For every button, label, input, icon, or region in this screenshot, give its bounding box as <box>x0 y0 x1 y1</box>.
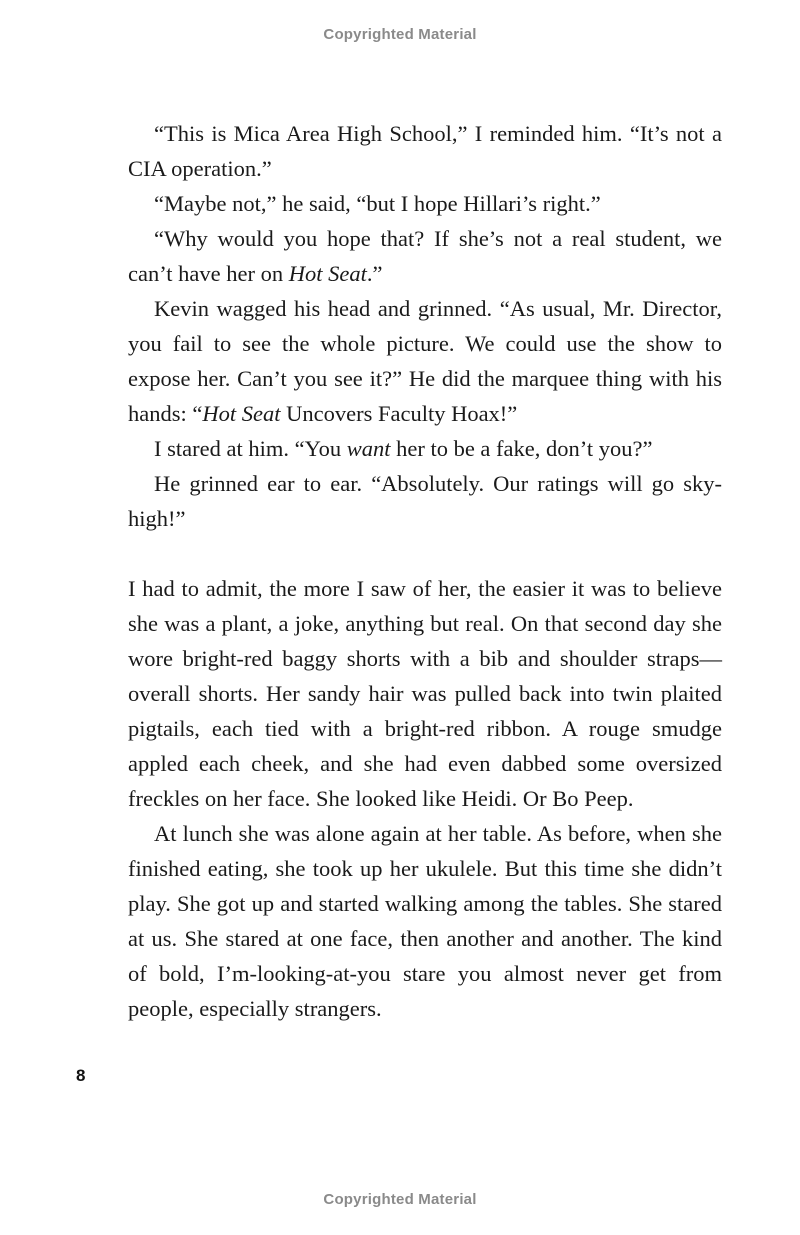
paragraph <box>128 431 722 466</box>
page-number: 8 <box>76 1066 86 1085</box>
text-run: .” <box>366 261 383 286</box>
paragraph: “Maybe not,” he said, “but I hope Hillari’s right.” <box>154 191 601 216</box>
paragraph: “This is Mica Area High School,” I reminded him. “It’s not a CIA operation.” <box>128 121 722 181</box>
section-break <box>128 536 722 571</box>
paragraph <box>128 291 722 431</box>
copyright-watermark-top: Copyrighted Material <box>323 26 477 43</box>
text-run: “Why would you hope that? If she’s not a real student, we can’t have her on <box>128 226 722 286</box>
text-run: I stared at him. “You <box>154 436 347 461</box>
paragraph: I had to admit, the more I saw of her, the easier it was to believe she was a plant, a joke, anything but real. On that second day she wore bright-red baggy shorts with a bib and shoulder straps—overall shorts. Her sandy hair was pulled back into twin plaited pigtails, each tied with a bright-red ribbon. A rouge smudge appled each cheek, and she had even dabbed some oversized freckles on her face. She looked like Heidi. Or Bo Peep. <box>128 576 722 811</box>
text-run: Uncovers Faculty Hoax!” <box>280 401 518 426</box>
page-body-text <box>128 116 722 1026</box>
text-run: her to be a fake, don’t you?” <box>390 436 653 461</box>
italic-title: Hot Seat <box>202 401 281 426</box>
italic-title: Hot Seat <box>288 261 367 286</box>
copyright-watermark-bottom: Copyrighted Material <box>323 1191 477 1208</box>
paragraph: At lunch she was alone again at her table. As before, when she finished eating, she took up her ukulele. But this time she didn’t play. She got up and started walking among the tables. She stared at us. She stared at one face, then another and another. The kind of bold, I’m-looking-at-you stare you almost never get from people, especially strangers. <box>128 821 722 1021</box>
paragraph <box>128 221 722 291</box>
italic-emphasis: want <box>346 436 391 461</box>
text-run: Kevin wagged his head and grinned. “As usual, Mr. Director, you fail to see the whole picture. We could use the show to expose her. Can’t you see it?” He did the marquee thing with his hands: “ <box>128 296 722 426</box>
paragraph: He grinned ear to ear. “Absolutely. Our ratings will go sky-high!” <box>128 471 722 531</box>
